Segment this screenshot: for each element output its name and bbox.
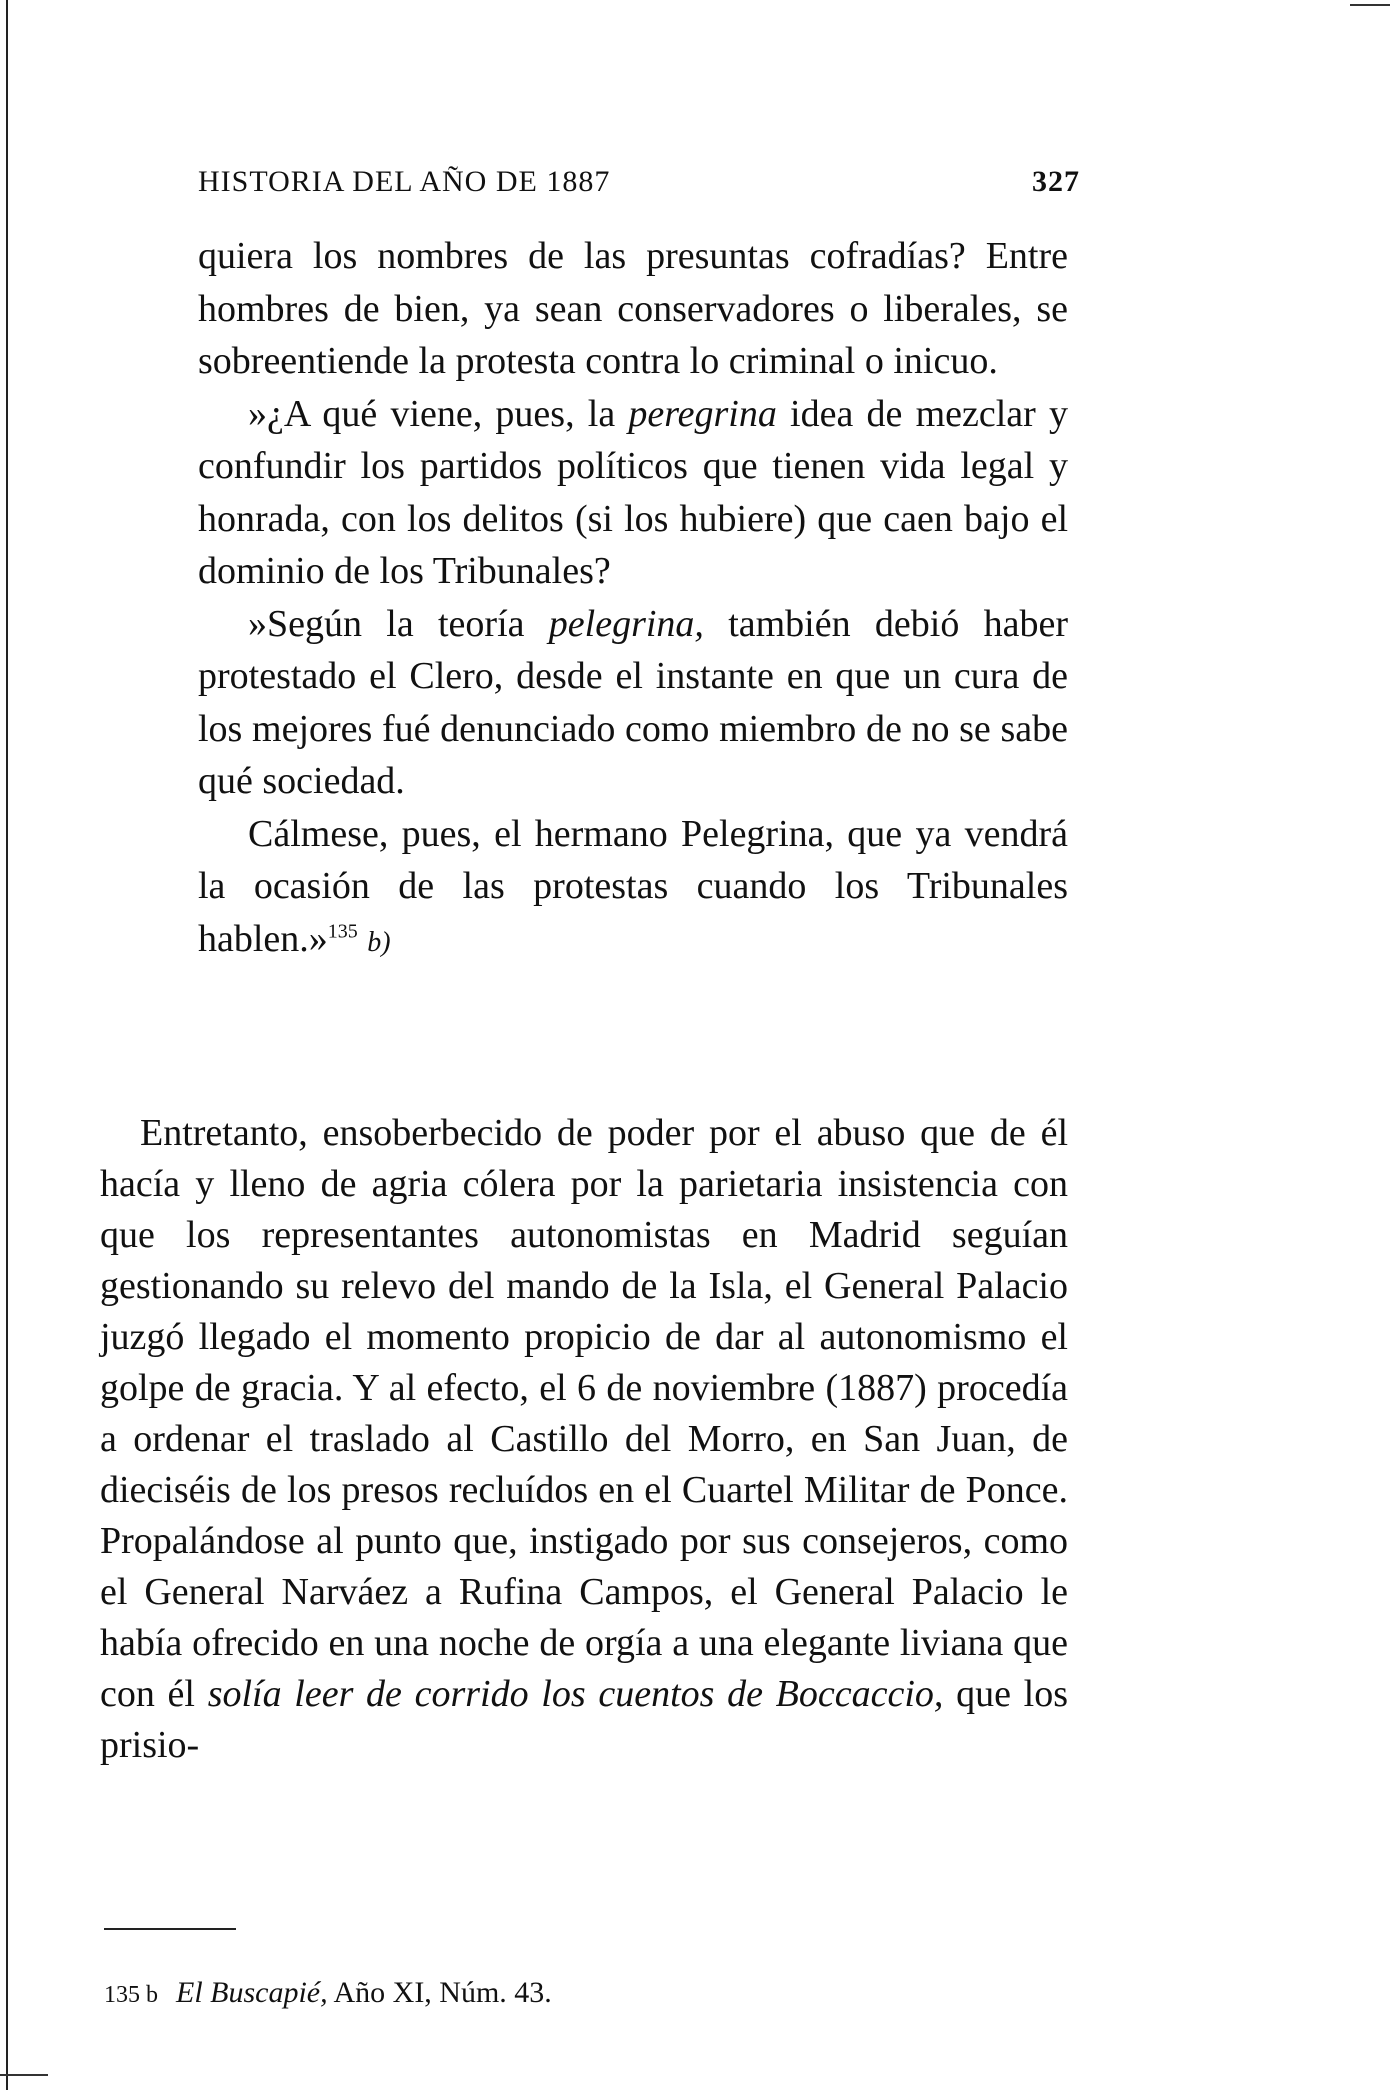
- quote-p2-italic: peregrina: [628, 392, 777, 435]
- body-text-start: Entretanto, ensoberbecido de poder por el abuso que de él hacía y lleno de agria cólera por la parietaria insistencia con que los representantes autonomistas en Madrid seguían gestionando su relevo del mando de la Isla, el General Palacio juzgó llegado el momento propicio de dar al autonomismo el golpe de gracia. Y al efecto, el 6 de noviembre (1887) procedía a ordenar el traslado al Castillo del Morro, en San Juan, de dieciséis de los presos recluídos en el Cuartel Militar de Ponce. Propalándose al punto que, instigado por sus consejeros, como el General Narváez a Rufina Campos, el General Palacio le había ofrecido en una noche de orgía a una elegante liviana que con él: [100, 1112, 1068, 1715]
- quote-paragraph-4: [198, 808, 1068, 970]
- quote-paragraph-2: [198, 388, 1068, 598]
- quote-p4-text: Cálmese, pues, el hermano Pelegrina, que ya vendrá la ocasión de las protestas cuando los Tribunales hablen.»: [198, 812, 1068, 960]
- main-paragraph: [100, 1108, 1068, 1771]
- page-number: 327: [1032, 165, 1080, 198]
- quote-p3-end: también debió haber protestado el Clero, desde el instante en que un cura de los mejores fué denunciado como miembro de no se sabe qué sociedad.: [198, 602, 1068, 802]
- footnote-reference-letter: b): [367, 926, 391, 958]
- footnote: [104, 1976, 1004, 2010]
- quote-p3-start: »Según la teoría: [248, 602, 549, 645]
- scan-mark-bottom: [0, 2074, 48, 2076]
- body-text-end: que los prisio-: [100, 1673, 1069, 1766]
- body-text-italic: solía leer de corrido los cuentos de Boccaccio,: [207, 1673, 944, 1715]
- footnote-source: El Buscapié,: [176, 1976, 328, 2009]
- footnote-number: 135 b: [104, 1982, 158, 2008]
- page-edge-line: [6, 0, 8, 2090]
- body-paragraph: [100, 1108, 1068, 1771]
- footnote-detail: Año XI, Núm. 43.: [327, 1976, 552, 2009]
- running-title: HISTORIA DEL AÑO DE 1887: [198, 165, 611, 198]
- quote-paragraph-1: quiera los nombres de las presuntas cofradías? Entre hombres de bien, ya sean conservadores o liberales, se sobreentiende la protesta contra lo criminal o inicuo.: [198, 235, 1068, 382]
- quote-p3-italic: pelegrina,: [548, 602, 704, 645]
- quote-paragraph-3: [198, 598, 1068, 808]
- quote-p2-start: »¿A qué viene, pues, la: [248, 392, 629, 435]
- quote-p2-end: idea de mezclar y confundir los partidos políticos que tienen vida legal y honrada, con los delitos (si los hubiere) que caen bajo el dominio de los Tribunales?: [198, 392, 1068, 592]
- running-head: [198, 165, 1080, 199]
- scan-mark-top: [1350, 4, 1390, 6]
- quoted-passage: [198, 230, 1068, 969]
- footnote-reference: 135: [327, 919, 358, 942]
- footnote-rule: [104, 1928, 236, 1930]
